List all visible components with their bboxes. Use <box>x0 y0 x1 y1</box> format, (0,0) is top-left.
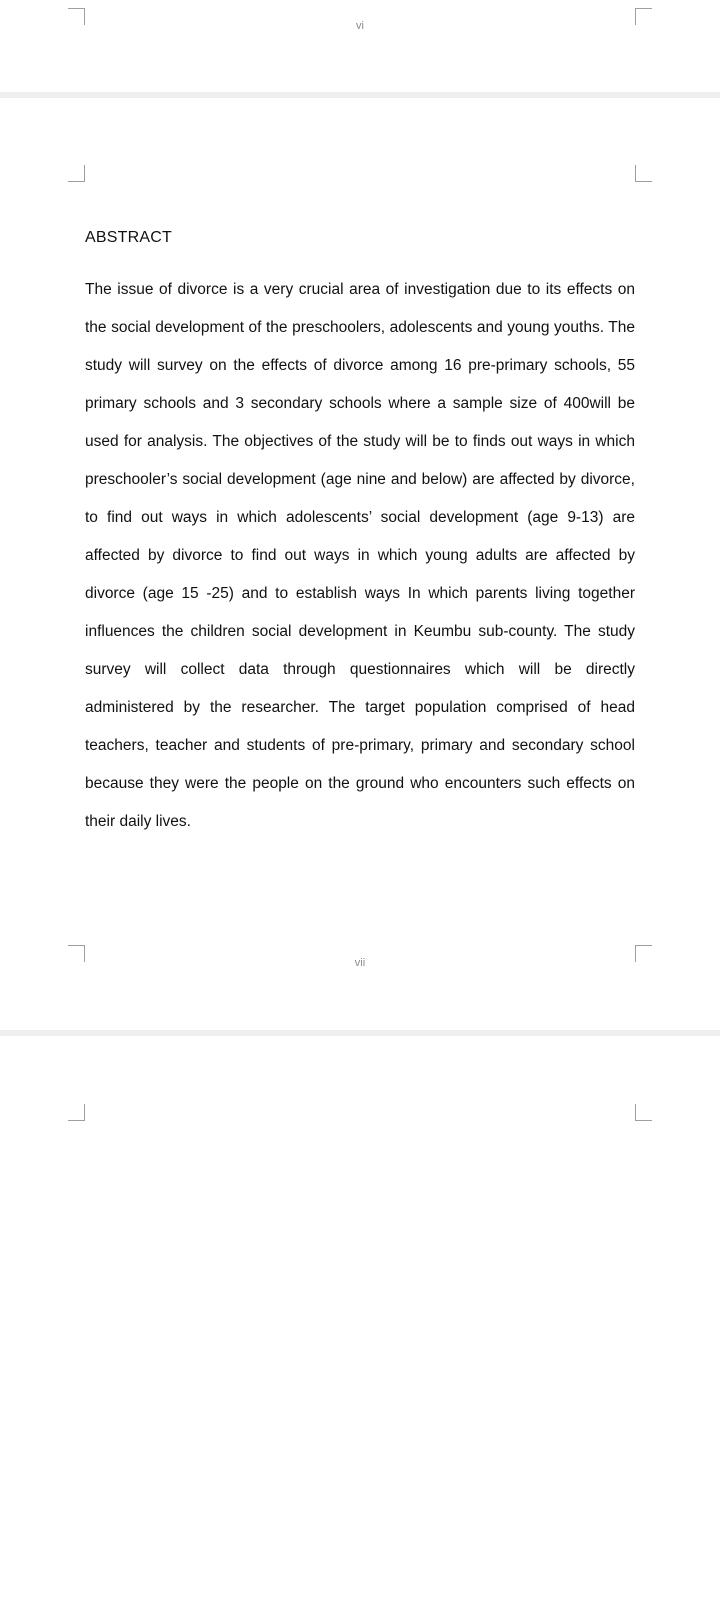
margin-mark-top-right <box>635 1104 652 1121</box>
page-next <box>0 1036 720 1600</box>
page-number: vii <box>354 957 366 969</box>
margin-mark-top-right <box>635 165 652 182</box>
page-number: vi <box>356 20 364 32</box>
abstract-paragraph: The issue of divorce is a very crucial area of investigation due to its effects on the social development of the preschoolers, adolescents and young youths. The study will survey on the effects of divorce among 16 pre-primary schools, 55 primary schools and 3 secondary schools where a sample size of 400will be used for analysis. The objectives of the study will be to finds out ways in which preschooler’s social development (age nine and below) are affected by divorce, to find out ways in which adolescents’ social development (age 9-13) are affected by divorce to find out ways in which young adults are affected by divorce (age 15 -25) and to establish ways In which parents living together influences the children social development in Keumbu sub-county. The study survey will collect data through questionnaires which will be directly administered by the researcher. The target population comprised of head teachers, teacher and students of pre-primary, primary and secondary school because they were the people on the ground who encounters such effects on their daily lives. <box>85 281 635 830</box>
page-vi <box>0 0 720 92</box>
margin-mark-top-left <box>68 165 85 182</box>
section-heading: ABSTRACT <box>85 229 172 246</box>
margin-mark-top-left <box>68 1104 85 1121</box>
